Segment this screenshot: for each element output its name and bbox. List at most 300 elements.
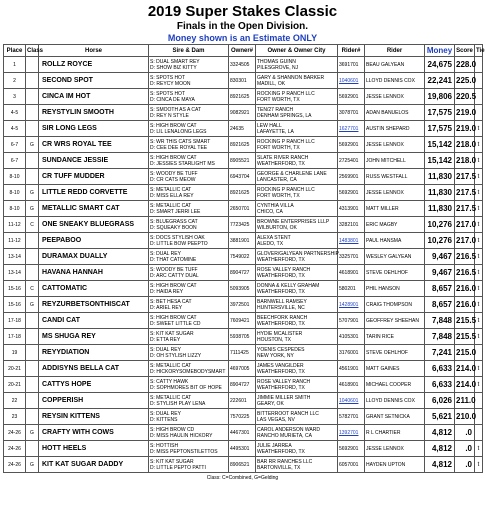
owner-name: YOENIS CESPEDES — [257, 346, 305, 353]
money-cell: 7,241 — [425, 345, 455, 361]
rider-name: AUSTIN SHEPARD — [365, 121, 425, 137]
dam-text: D: ARIEL REY — [150, 304, 183, 311]
score-cell: 219.0 — [455, 121, 475, 137]
owner-name: CAROL ANDERSON WARD — [257, 426, 320, 433]
rider-number-link[interactable]: 1483801 — [338, 233, 365, 249]
class-cell — [26, 265, 39, 281]
place-cell: 2 — [4, 73, 26, 89]
col-header-money: Money — [425, 45, 455, 57]
owner-number: 830301 — [229, 73, 256, 89]
class-cell — [26, 121, 39, 137]
table-header-row — [4, 45, 483, 57]
sire-dam-cell — [149, 265, 229, 281]
score-cell: 218.0 — [455, 153, 475, 169]
money-cell: 17,575 — [425, 105, 455, 121]
owner-cell — [256, 441, 338, 457]
sire-text: S: BLUEGRASS CAT — [150, 218, 198, 225]
sire-text: S: HIGH BROW CAT — [150, 314, 197, 321]
place-cell: 13-14 — [4, 265, 26, 281]
sire-dam-cell — [149, 249, 229, 265]
score-cell: 215.5 — [455, 313, 475, 329]
class-cell: C — [26, 281, 39, 297]
rider-number-link[interactable]: 1392701 — [338, 425, 365, 441]
sire-text: S: WOODY BE TUFF — [150, 266, 198, 273]
class-cell — [26, 73, 39, 89]
table-row — [4, 57, 483, 73]
rider-name: MATT MILLER — [365, 201, 425, 217]
sire-dam-cell — [149, 313, 229, 329]
owner-number: 5938705 — [229, 329, 256, 345]
horse-name: SIR LONG LEGS — [39, 121, 149, 137]
table-row — [4, 313, 483, 329]
place-cell: 22 — [4, 393, 26, 409]
owner-city: WEATHERFORD, TX — [257, 256, 305, 263]
owner-name: LEW HALL — [257, 122, 282, 129]
page-subtitle: Finals in the Open Division. — [176, 21, 309, 32]
rider-name: MATT GAINES — [365, 361, 425, 377]
class-cell — [26, 89, 39, 105]
dam-text: D: HICKORYSOMEBODYSMART — [150, 368, 226, 375]
col-header-horse: Horse — [39, 45, 149, 57]
table-row — [4, 217, 483, 233]
money-cell: 9,467 — [425, 249, 455, 265]
rider-name: JESSE LENNOX — [365, 89, 425, 105]
money-cell: 6,026 — [425, 393, 455, 409]
sire-dam-cell — [149, 57, 229, 73]
sire-dam-cell — [149, 441, 229, 457]
rider-number: 3691701 — [338, 57, 365, 73]
dam-text: D: SOPHMORES BIT OF HOPE — [150, 384, 222, 391]
estimate-note: Money shown is an Estimate ONLY — [167, 33, 318, 43]
owner-cell — [256, 169, 338, 185]
sire-text: S: SPOTS HOT — [150, 74, 186, 81]
owner-number: 8921625 — [229, 89, 256, 105]
sire-dam-cell — [149, 121, 229, 137]
horse-name: KIT KAT SUGAR DADDY — [39, 457, 149, 473]
score-cell: 228.0 — [455, 57, 475, 73]
rider-number: 3325701 — [338, 249, 365, 265]
money-cell: 9,467 — [425, 265, 455, 281]
horse-name: DURAMAX DUALLY — [39, 249, 149, 265]
dam-text: D: MISS ELLA REY — [150, 192, 194, 199]
score-cell: .0 — [455, 457, 475, 473]
sire-text: S: DOCS STYLISH OAK — [150, 234, 205, 241]
rider-name: JESSE LENNOX — [365, 137, 425, 153]
owner-city: RANCHO MURIETA, CA — [257, 432, 312, 439]
rider-number: 4105301 — [338, 329, 365, 345]
tie-marker: t — [475, 185, 483, 201]
rider-number: 2569901 — [338, 169, 365, 185]
score-cell: 217.5 — [455, 169, 475, 185]
money-cell: 24,675 — [425, 57, 455, 73]
class-legend: Class: C=Combined, G=Gelding — [206, 475, 279, 481]
owner-city: FORT WORTH, TX — [257, 144, 300, 151]
tie-marker: t — [475, 137, 483, 153]
owner-city: LANCASTER, CA — [257, 176, 297, 183]
class-cell: C — [26, 217, 39, 233]
owner-city: WEATHERFORD, TX — [257, 320, 305, 327]
place-cell: 11-12 — [4, 233, 26, 249]
rider-name: GEOFFREY SHEEHAN — [365, 313, 425, 329]
place-cell: 4-5 — [4, 105, 26, 121]
rider-name: R L CHARTIER — [365, 425, 425, 441]
tie-marker: t — [475, 217, 483, 233]
horse-name: ADDISYNS BELLA CAT — [39, 361, 149, 377]
score-cell: 217.5 — [455, 185, 475, 201]
dam-text: D: JESSIES STARLIGHT MS — [150, 160, 215, 167]
rider-number-link[interactable]: 1428901 — [338, 297, 365, 313]
class-cell — [26, 361, 39, 377]
rider-number: 5692901 — [338, 185, 365, 201]
owner-name: JIMMIE MILLER SMITH — [257, 394, 311, 401]
dam-text: D: SQUEAKY BOON — [150, 224, 197, 231]
dam-text: D: CINCA DE MAYA — [150, 96, 195, 103]
score-cell: 214.0 — [455, 377, 475, 393]
dam-text: D: SMART JERRI LEE — [150, 208, 201, 215]
dam-text: D: CR CATS MEOW — [150, 176, 196, 183]
rider-number-link[interactable]: 1040601 — [338, 393, 365, 409]
owner-city: PILESGROVE, NJ — [257, 64, 299, 71]
owner-name: BROWNE ENTERPRISES LLLP — [257, 218, 330, 225]
table-row — [4, 457, 483, 473]
horse-name: HAVANA HANNAH — [39, 265, 149, 281]
sire-dam-cell — [149, 169, 229, 185]
owner-number: 2650701 — [229, 201, 256, 217]
owner-name: GEORGE & CHARLENE LANE — [257, 170, 327, 177]
owner-name: CYNTHIA VILLA — [257, 202, 294, 209]
place-cell: 11-12 — [4, 217, 26, 233]
sire-text: S: METALLIC CAT — [150, 394, 192, 401]
sire-text: S: HIGH BROW CAT — [150, 122, 197, 129]
dam-text: D: LITTLE PEPTO PATTI — [150, 464, 206, 471]
table-row — [4, 345, 483, 361]
horse-name: CINCA IM HOT — [39, 89, 149, 105]
owner-name: ROSE VALLEY RANCH — [257, 266, 311, 273]
place-cell: 15-16 — [4, 281, 26, 297]
sire-dam-cell — [149, 201, 229, 217]
dam-text: D: STYLISH PLAY LENA — [150, 400, 206, 407]
col-header-rider: Rider — [365, 45, 425, 57]
owner-name: ROCKING P RANCH LLC — [257, 138, 315, 145]
money-cell: 10,276 — [425, 217, 455, 233]
tie-marker: t — [475, 201, 483, 217]
table-row — [4, 185, 483, 201]
dam-text: D: LITTLE BOW PEEPTO — [150, 240, 208, 247]
dam-text: D: REYCY MOON — [150, 80, 191, 87]
score-cell: 216.0 — [455, 281, 475, 297]
money-cell: 7,848 — [425, 329, 455, 345]
rider-number: 4618901 — [338, 377, 365, 393]
rider-number: 2725401 — [338, 153, 365, 169]
owner-city: LAFAYETTE, LA — [257, 128, 294, 135]
score-cell: 215.5 — [455, 329, 475, 345]
owner-name: BARNWELL RAMSEY — [257, 298, 307, 305]
place-cell: 8-10 — [4, 169, 26, 185]
sire-text: S: DUAL REY — [150, 410, 181, 417]
horse-name: METALLIC SMART CAT — [39, 201, 149, 217]
dam-text: D: SWEET LITTLE CD — [150, 320, 201, 327]
horse-name: REYSTYLIN SMOOTH — [39, 105, 149, 121]
score-cell: 216.5 — [455, 265, 475, 281]
money-cell: 10,276 — [425, 233, 455, 249]
score-cell: 219.0 — [455, 105, 475, 121]
horse-name: ROLLZ ROYCE — [39, 57, 149, 73]
horse-name: SECOND SPOT — [39, 73, 149, 89]
score-cell: 217.0 — [455, 233, 475, 249]
rider-number: 5707901 — [338, 313, 365, 329]
owner-name: TEN/27 RANCH — [257, 106, 294, 113]
class-cell — [26, 409, 39, 425]
dam-text: D: THAT CATOMINE — [150, 256, 197, 263]
owner-number: 7111425 — [229, 345, 256, 361]
owner-name: HYDIE MCALISTER — [257, 330, 303, 337]
table-row — [4, 73, 483, 89]
page-header — [0, 3, 485, 44]
class-cell — [26, 393, 39, 409]
money-cell: 11,830 — [425, 201, 455, 217]
owner-cell — [256, 329, 338, 345]
rider-number: 580201 — [338, 281, 365, 297]
table-row — [4, 249, 483, 265]
rider-name: MICHAEL COOPER — [365, 377, 425, 393]
rider-number: 5692901 — [338, 89, 365, 105]
rider-name: TARIN RICE — [365, 329, 425, 345]
money-cell: 6,633 — [425, 377, 455, 393]
score-cell: 225.0 — [455, 73, 475, 89]
sire-dam-cell — [149, 409, 229, 425]
col-header-class: Class — [26, 45, 39, 57]
horse-name: REYSIN KITTENS — [39, 409, 149, 425]
horse-name: COPPERISH — [39, 393, 149, 409]
rider-name: WESLEY GALYEAN — [365, 249, 425, 265]
sire-dam-cell — [149, 393, 229, 409]
owner-city: GEARY, OK — [257, 400, 284, 407]
sire-text: S: CATTY HAWK — [150, 378, 189, 385]
money-cell: 6,633 — [425, 361, 455, 377]
sire-dam-cell — [149, 361, 229, 377]
money-cell: 17,575 — [425, 121, 455, 137]
place-cell: 24-26 — [4, 457, 26, 473]
horse-name: LITTLE REDD CORVETTE — [39, 185, 149, 201]
horse-name: CR WRS ROYAL TEE — [39, 137, 149, 153]
tie-marker: t — [475, 377, 483, 393]
tie-marker: t — [475, 265, 483, 281]
rider-name: PAUL HANSMA — [365, 233, 425, 249]
money-cell: 4,812 — [425, 441, 455, 457]
owner-city: WEATHERFORD, TX — [257, 288, 305, 295]
rider-name: STEVE OEHLHOF — [365, 265, 425, 281]
sire-dam-cell — [149, 297, 229, 313]
class-cell: G — [26, 137, 39, 153]
sire-text: S: METALLIC CAT — [150, 202, 192, 209]
place-cell: 20-21 — [4, 377, 26, 393]
dam-text: D: OH STYLISH LIZZY — [150, 352, 202, 359]
horse-name: CR TUFF MUDDER — [39, 169, 149, 185]
place-cell: 24-26 — [4, 425, 26, 441]
table-row — [4, 201, 483, 217]
place-cell: 23 — [4, 409, 26, 425]
owner-city: WEATHERFORD, TX — [257, 368, 305, 375]
rider-number-link[interactable]: 1040601 — [338, 73, 365, 89]
class-cell: G — [26, 201, 39, 217]
class-cell — [26, 105, 39, 121]
table-row — [4, 441, 483, 457]
score-cell: 211.0 — [455, 393, 475, 409]
rider-number: 5692901 — [338, 137, 365, 153]
owner-number: 8905521 — [229, 153, 256, 169]
owner-city: LAS VEGAS, NV — [257, 416, 295, 423]
owner-name: BAR RR RANCHES LLC — [257, 458, 313, 465]
table-row — [4, 137, 483, 153]
owner-number: 3324505 — [229, 57, 256, 73]
sire-dam-cell — [149, 217, 229, 233]
owner-cell — [256, 73, 338, 89]
sire-dam-cell — [149, 281, 229, 297]
sire-dam-cell — [149, 153, 229, 169]
class-cell — [26, 169, 39, 185]
horse-name: CATTOMATIC — [39, 281, 149, 297]
owner-city: WEATHERFORD, TX — [257, 448, 305, 455]
place-cell: 20-21 — [4, 361, 26, 377]
place-cell: 17-18 — [4, 313, 26, 329]
owner-cell — [256, 201, 338, 217]
horse-name: CANDI CAT — [39, 313, 149, 329]
dam-text: D: SHOW BIZ KITTY — [150, 64, 197, 71]
owner-number: 3972501 — [229, 297, 256, 313]
col-header-owner: Owner & Owner City — [256, 45, 338, 57]
owner-cell — [256, 57, 338, 73]
owner-city: WILBURTON, OK — [257, 224, 297, 231]
dam-text: D: ETTA REY — [150, 336, 181, 343]
dam-text: D: HAIDA REY — [150, 288, 184, 295]
dam-text: D: CEE DEE ROYAL TEE — [150, 144, 208, 151]
results-table — [3, 44, 483, 473]
owner-cell — [256, 121, 338, 137]
sire-dam-cell — [149, 329, 229, 345]
sire-dam-cell — [149, 89, 229, 105]
table-row — [4, 89, 483, 105]
dam-text: D: ARC CATTY DUAL — [150, 272, 199, 279]
table-row — [4, 121, 483, 137]
owner-cell — [256, 361, 338, 377]
owner-city: MADILL, OK — [257, 80, 286, 87]
score-cell: 210.0 — [455, 409, 475, 425]
rider-name: JESSE LENNOX — [365, 185, 425, 201]
class-cell — [26, 249, 39, 265]
sire-text: S: WOODY BE TUFF — [150, 170, 198, 177]
tie-marker: t — [475, 121, 483, 137]
tie-marker: t — [475, 441, 483, 457]
col-header-owner-number: Owner# — [229, 45, 256, 57]
place-cell: 6-7 — [4, 153, 26, 169]
owner-name: THOMAS GUINN — [257, 58, 296, 65]
table-row — [4, 233, 483, 249]
owner-name: BITTERROOT RANCH LLC — [257, 410, 319, 417]
score-cell: 215.0 — [455, 345, 475, 361]
horse-name: REYYDIATION — [39, 345, 149, 361]
owner-cell — [256, 185, 338, 201]
sire-text: S: HIGH BROW CAT — [150, 154, 197, 161]
owner-cell — [256, 425, 338, 441]
owner-cell — [256, 89, 338, 105]
horse-name: CRAFTY WITH COWS — [39, 425, 149, 441]
tie-marker: t — [475, 297, 483, 313]
col-header-score: Score — [455, 45, 475, 57]
rider-number: 4313901 — [338, 201, 365, 217]
table-row — [4, 281, 483, 297]
class-cell: G — [26, 185, 39, 201]
sire-text: S: METALLIC CAT — [150, 362, 192, 369]
table-row — [4, 425, 483, 441]
dam-text: D: KITTENS — [150, 416, 178, 423]
sire-text: S: KIT KAT SUGAR — [150, 458, 194, 465]
sire-dam-cell — [149, 105, 229, 121]
owner-number: 24635 — [229, 121, 256, 137]
money-cell: 7,848 — [425, 313, 455, 329]
tie-marker: t — [475, 281, 483, 297]
sire-dam-cell — [149, 425, 229, 441]
sire-text: S: METALLIC CAT — [150, 186, 192, 193]
class-cell — [26, 57, 39, 73]
owner-number: 6943704 — [229, 169, 256, 185]
rider-name: LLOYD DENNIS COX — [365, 73, 425, 89]
tie-marker: t — [475, 361, 483, 377]
col-header-sire-dam: Sire & Dam — [149, 45, 229, 57]
owner-cell — [256, 345, 338, 361]
rider-number: 4618901 — [338, 265, 365, 281]
rider-number-link[interactable]: 1627701 — [338, 121, 365, 137]
owner-name: JULIE JARREA — [257, 442, 292, 449]
sire-text: S: WR THIS CATS SMART — [150, 138, 211, 145]
sire-dam-cell — [149, 457, 229, 473]
owner-number: 5093905 — [229, 281, 256, 297]
owner-number: 8921625 — [229, 185, 256, 201]
horse-name: PEEPABOO — [39, 233, 149, 249]
col-header-tie: Tie — [475, 45, 483, 57]
place-cell: 4-5 — [4, 121, 26, 137]
class-cell — [26, 441, 39, 457]
col-header-rider-number: Rider# — [338, 45, 365, 57]
owner-number: 8904727 — [229, 377, 256, 393]
owner-name: DONNA & KELLY GRAHAM — [257, 282, 320, 289]
sire-text: S: SPOTS HOT — [150, 90, 186, 97]
horse-name: ONE SNEAKY BLUEGRASS — [39, 217, 149, 233]
owner-cell — [256, 105, 338, 121]
page-title: 2019 Super Stakes Classic — [147, 3, 338, 20]
owner-city: FORT WORTH, TX — [257, 96, 300, 103]
owner-cell — [256, 281, 338, 297]
owner-cell — [256, 393, 338, 409]
owner-number: 8921625 — [229, 137, 256, 153]
owner-name: GARY & SHANNON BARKER — [257, 74, 325, 81]
rider-name: ADAN BANUELOS — [365, 105, 425, 121]
rider-name: GRANT SETNICKA — [365, 409, 425, 425]
tie-marker: t — [475, 169, 483, 185]
horse-name: HOTT HEELS — [39, 441, 149, 457]
class-cell: G — [26, 297, 39, 313]
table-row — [4, 377, 483, 393]
sire-dam-cell — [149, 233, 229, 249]
rider-name: STEVE OEHLHOF — [365, 345, 425, 361]
rider-number: 4561901 — [338, 361, 365, 377]
dam-text: D: MISS HAULIN HICKORY — [150, 432, 213, 439]
tie-marker: t — [475, 329, 483, 345]
money-cell: 8,657 — [425, 281, 455, 297]
sire-text: S: HIGH BROW CAT — [150, 282, 197, 289]
owner-city: CHICO, CA — [257, 208, 283, 215]
place-cell: 3 — [4, 89, 26, 105]
place-cell: 1 — [4, 57, 26, 73]
